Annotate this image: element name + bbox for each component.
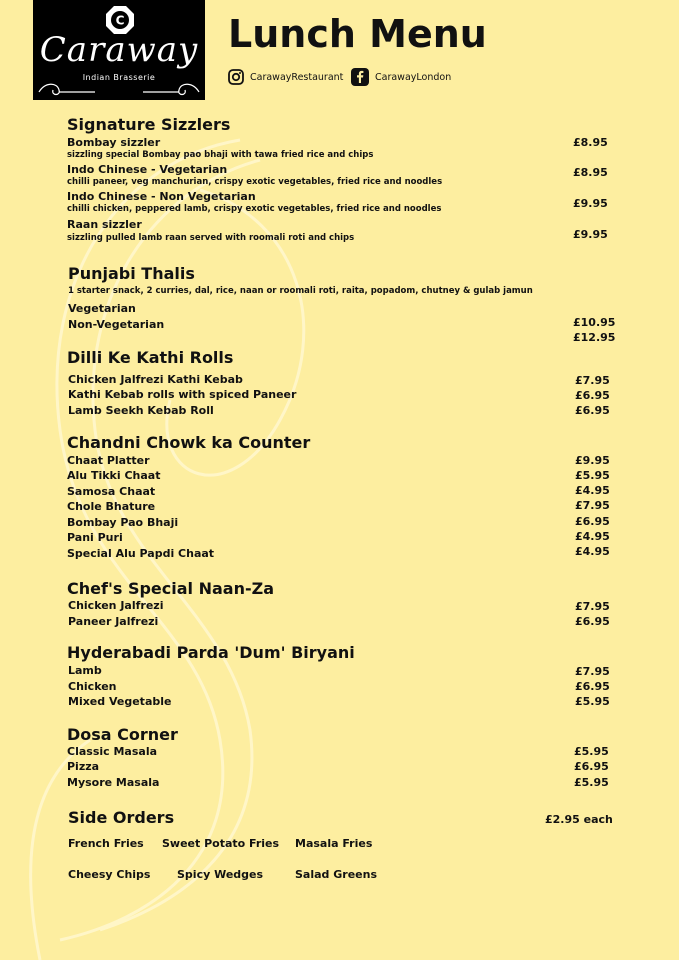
side-item: Cheesy Chips — [68, 868, 151, 881]
section-title-naanza: Chef's Special Naan-Za — [67, 579, 274, 598]
logo-badge-letter: C — [115, 13, 125, 28]
menu-item-name: Lamb Seekh Kebab Roll — [68, 404, 214, 417]
sides-price: £2.95 each — [545, 813, 613, 826]
menu-item-name: Kathi Kebab rolls with spiced Paneer — [68, 388, 297, 401]
menu-item-price: £4.95 — [575, 484, 610, 497]
facebook-icon — [351, 68, 369, 86]
menu-item-price: £8.95 — [573, 166, 608, 179]
menu-item-name: Chaat Platter — [67, 454, 150, 467]
menu-item-price: £6.95 — [575, 615, 610, 628]
instagram-icon — [228, 69, 244, 85]
menu-item-description: chilli chicken, peppered lamb, crispy exotic vegetables, fried rice and noodles — [67, 204, 442, 214]
menu-item-price: £6.95 — [575, 404, 610, 417]
menu-item-name: Indo Chinese - Vegetarian — [67, 163, 228, 176]
section-title-thalis: Punjabi Thalis — [68, 264, 195, 283]
menu-item-price: £5.95 — [574, 776, 609, 789]
menu-item-name: Alu Tikki Chaat — [67, 469, 161, 482]
menu-item-name: Chicken Jalfrezi Kathi Kebab — [68, 373, 243, 386]
brand-subtitle: Indian Brasserie — [82, 73, 156, 82]
menu-item-name: Pani Puri — [67, 531, 123, 544]
section-title-chaat: Chandni Chowk ka Counter — [67, 433, 311, 452]
menu-item-name: Chole Bhature — [67, 500, 156, 513]
section-title-sizzlers: Signature Sizzlers — [67, 115, 231, 134]
menu-item-name: Indo Chinese - Non Vegetarian — [67, 190, 256, 203]
menu-item-name: Special Alu Papdi Chaat — [67, 547, 215, 560]
page-title: Lunch Menu — [228, 12, 487, 56]
menu-item-description: sizzling special Bombay pao bhaji with tawa fried rice and chips — [67, 150, 374, 160]
menu-item-price: £12.95 — [573, 331, 616, 344]
side-item: Masala Fries — [295, 837, 373, 850]
menu-item-name: Non-Vegetarian — [68, 318, 165, 331]
menu-item-price: £7.95 — [575, 665, 610, 678]
logo-ornament — [35, 80, 203, 98]
instagram-link[interactable] — [228, 68, 343, 86]
instagram-handle: CarawayRestaurant — [250, 71, 344, 83]
menu-item-name: Raan sizzler — [67, 218, 142, 231]
background-swirl-decoration — [0, 100, 400, 960]
brand-logo — [33, 0, 205, 100]
menu-item-price: £5.95 — [575, 469, 610, 482]
menu-item-price: £4.95 — [575, 545, 610, 558]
menu-item-price: £10.95 — [573, 316, 616, 329]
menu-item-description: chilli paneer, veg manchurian, crispy exotic vegetables, fried rice and noodles — [67, 177, 443, 187]
menu-item-name: Pizza — [67, 760, 100, 773]
menu-item-price: £4.95 — [575, 530, 610, 543]
menu-item-name: Lamb — [68, 664, 102, 677]
thali-description: 1 starter snack, 2 curries, dal, rice, naan or roomali roti, raita, popadom, chutney & gulab jamun — [68, 286, 533, 296]
section-title-sides: Side Orders — [68, 808, 175, 827]
menu-item-name: Samosa Chaat — [67, 485, 156, 498]
menu-item-price: £9.95 — [575, 454, 610, 467]
menu-item-name: Vegetarian — [68, 302, 136, 315]
menu-item-price: £6.95 — [575, 389, 610, 402]
facebook-link[interactable] — [351, 68, 451, 86]
menu-item-price: £7.95 — [575, 499, 610, 512]
menu-item-price: £7.95 — [575, 600, 610, 613]
menu-item-price: £5.95 — [575, 695, 610, 708]
menu-item-description: sizzling pulled lamb raan served with roomali roti and chips — [67, 233, 355, 243]
side-item: Salad Greens — [295, 868, 377, 881]
menu-item-name: Mysore Masala — [67, 776, 160, 789]
menu-item-price: £6.95 — [575, 515, 610, 528]
menu-item-price: £8.95 — [573, 136, 608, 149]
menu-item-price: £6.95 — [574, 760, 609, 773]
menu-item-name: Chicken — [68, 680, 117, 693]
menu-item-name: Bombay sizzler — [67, 136, 161, 149]
menu-item-name: Classic Masala — [67, 745, 158, 758]
menu-item-price: £9.95 — [573, 228, 608, 241]
menu-item-price: £5.95 — [574, 745, 609, 758]
menu-item-price: £9.95 — [573, 197, 608, 210]
section-title-rolls: Dilli Ke Kathi Rolls — [67, 348, 234, 367]
menu-item-name: Bombay Pao Bhaji — [67, 516, 179, 529]
menu-item-name: Chicken Jalfrezi — [68, 599, 164, 612]
section-title-dosa: Dosa Corner — [67, 725, 178, 744]
menu-item-name: Mixed Vegetable — [68, 695, 172, 708]
menu-item-price: £6.95 — [575, 680, 610, 693]
side-item: French Fries — [68, 837, 144, 850]
menu-item-price: £7.95 — [575, 374, 610, 387]
menu-item-name: Paneer Jalfrezi — [68, 615, 159, 628]
brand-name: Caraway — [39, 30, 199, 70]
facebook-handle: CarawayLondon — [375, 71, 452, 83]
side-item: Sweet Potato Fries — [162, 837, 280, 850]
section-title-biryani: Hyderabadi Parda 'Dum' Biryani — [67, 643, 355, 662]
side-item: Spicy Wedges — [177, 868, 264, 881]
